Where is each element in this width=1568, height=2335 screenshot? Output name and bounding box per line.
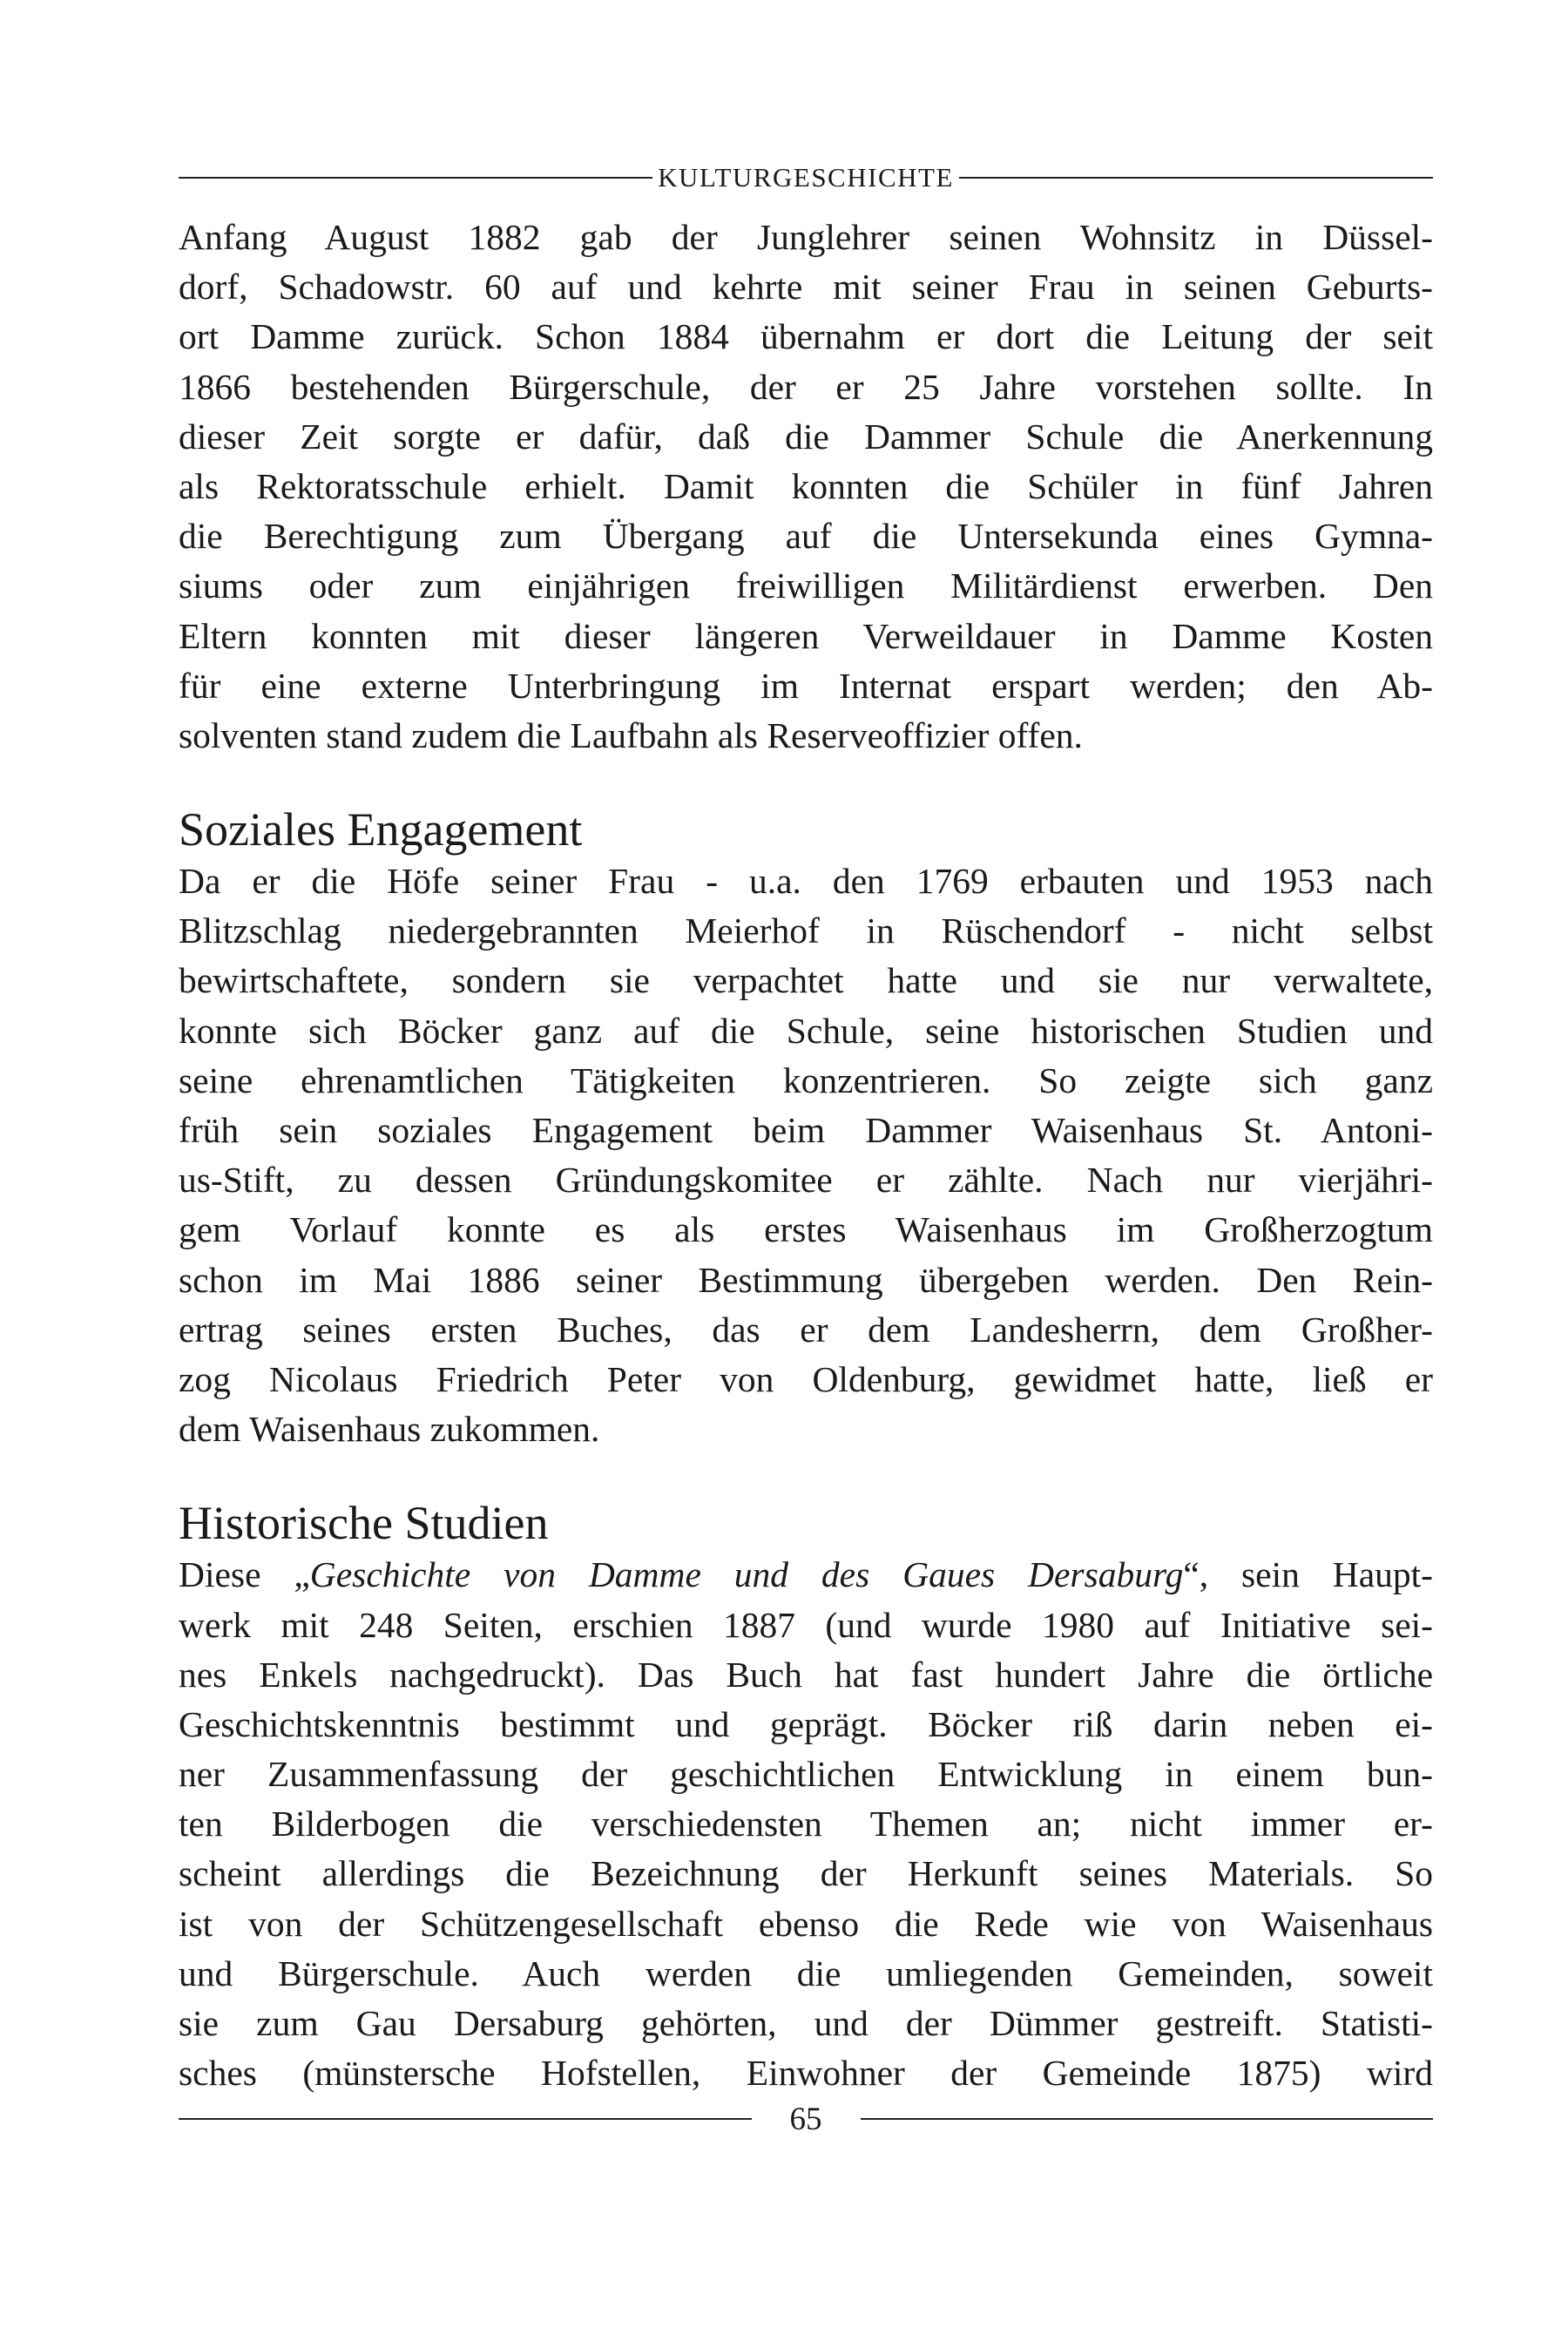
text-line: 1866 bestehenden Bürgerschule, der er 25 Jahre vorstehen sollte. In [179, 366, 1433, 407]
text-line: scheint allerdings die Bezeichnung der Herkunft seines Materials. So [179, 1853, 1433, 1894]
running-header-title: KULTURGESCHICHTE [658, 162, 954, 193]
text-line: werk mit 248 Seiten, erschien 1887 (und wurde 1980 auf Initiative sei- [179, 1604, 1433, 1645]
text-line: sches (münstersche Hofstellen, Einwohner der Gemeinde 1875) wird [179, 2053, 1433, 2094]
footer-rule-right [861, 2118, 1434, 2120]
text-line: nes Enkels nachgedruckt). Das Buch hat fast hundert Jahre die örtliche [179, 1654, 1433, 1695]
text-line: Geschichtskenntnis bestimmt und geprägt. Böcker riß darin neben ei- [179, 1703, 1433, 1744]
text-line: die Berechtigung zum Übergang auf die Untersekunda eines Gymna- [179, 516, 1433, 557]
text-line: bewirtschaftete, sondern sie verpachtet hatte und sie nur verwaltete, [179, 960, 1433, 1001]
text-line: Da er die Höfe seiner Frau - u.a. den 1769 erbauten und 1953 nach [179, 861, 1433, 902]
text-line: ertrag seines ersten Buches, das er dem Landesherrn, dem Großher- [179, 1309, 1433, 1350]
text-line: und Bürgerschule. Auch werden die umliegenden Gemeinden, soweit [179, 1953, 1433, 1993]
text-line: Blitzschlag niedergebrannten Meierhof in Rüschendorf - nicht selbst [179, 910, 1433, 951]
text-line-with-book-title [179, 1550, 1433, 1600]
text-line: Eltern konnten mit dieser längeren Verweildauer in Damme Kosten [179, 615, 1433, 656]
text-line: siums oder zum einjährigen freiwilligen Militärdienst erwerben. Den [179, 565, 1433, 606]
section-heading-historical: Historische Studien [179, 1497, 549, 1550]
header-rule-right [959, 177, 1433, 179]
text-line: für eine externe Unterbringung im Internat erspart werden; den Ab- [179, 665, 1433, 706]
footer-rule-left [179, 2118, 752, 2120]
text-fragment: “, sein Haupt- [1183, 1554, 1433, 1595]
text-line: schon im Mai 1886 seiner Bestimmung übergeben werden. Den Rein- [179, 1259, 1433, 1300]
text-line: konnte sich Böcker ganz auf die Schule, seine historischen Studien und [179, 1010, 1433, 1051]
text-line: ner Zusammenfassung der geschichtlichen Entwicklung in einem bun- [179, 1754, 1433, 1795]
text-line: als Rektoratsschule erhielt. Damit konnten die Schüler in fünf Jahren [179, 465, 1433, 506]
text-line: früh sein soziales Engagement beim Dammer Waisenhaus St. Antoni- [179, 1110, 1433, 1150]
running-header [179, 157, 1433, 199]
paragraph-intro [179, 213, 1433, 761]
text-line: sie zum Gau Dersaburg gehörten, und der Dümmer gestreift. Statisti- [179, 2003, 1433, 2043]
section-heading-social: Soziales Engagement [179, 803, 583, 856]
text-line: ten Bilderbogen die verschiedensten Themen an; nicht immer er- [179, 1804, 1433, 1844]
text-line: dieser Zeit sorgte er dafür, daß die Dammer Schule die Anerkennung [179, 416, 1433, 457]
body-text [179, 213, 1433, 2098]
paragraph-social [179, 856, 1433, 1454]
text-line: us-Stift, zu dessen Gründungskomitee er zählte. Nach nur vierjähri- [179, 1160, 1433, 1201]
text-fragment: Diese „ [179, 1554, 310, 1595]
text-line: gem Vorlauf konnte es als erstes Waisenhaus im Großherzogtum [179, 1209, 1433, 1250]
text-line: solventen stand zudem die Laufbahn als Reserveoffizier offen. [179, 714, 1083, 755]
text-line: zog Nicolaus Friedrich Peter von Oldenburg, gewidmet hatte, ließ er [179, 1358, 1433, 1399]
header-rule-left [179, 177, 652, 179]
page-footer [179, 2095, 1433, 2143]
page-number: 65 [789, 2101, 822, 2137]
text-line: seine ehrenamtlichen Tätigkeiten konzentrieren. So zeigte sich ganz [179, 1059, 1433, 1100]
book-title: Geschichte von Damme und des Gaues Dersaburg [309, 1554, 1184, 1595]
text-line: dem Waisenhaus zukommen. [179, 1409, 600, 1450]
text-line: dorf, Schadowstr. 60 auf und kehrte mit seiner Frau in seinen Geburts- [179, 267, 1433, 308]
text-line: Anfang August 1882 gab der Junglehrer seinen Wohnsitz in Düssel- [179, 217, 1433, 257]
text-line: ist von der Schützengesellschaft ebenso die Rede wie von Waisenhaus [179, 1903, 1433, 1944]
paragraph-historical [179, 1550, 1433, 2098]
text-line: ort Damme zurück. Schon 1884 übernahm er dort die Leitung der seit [179, 316, 1433, 357]
